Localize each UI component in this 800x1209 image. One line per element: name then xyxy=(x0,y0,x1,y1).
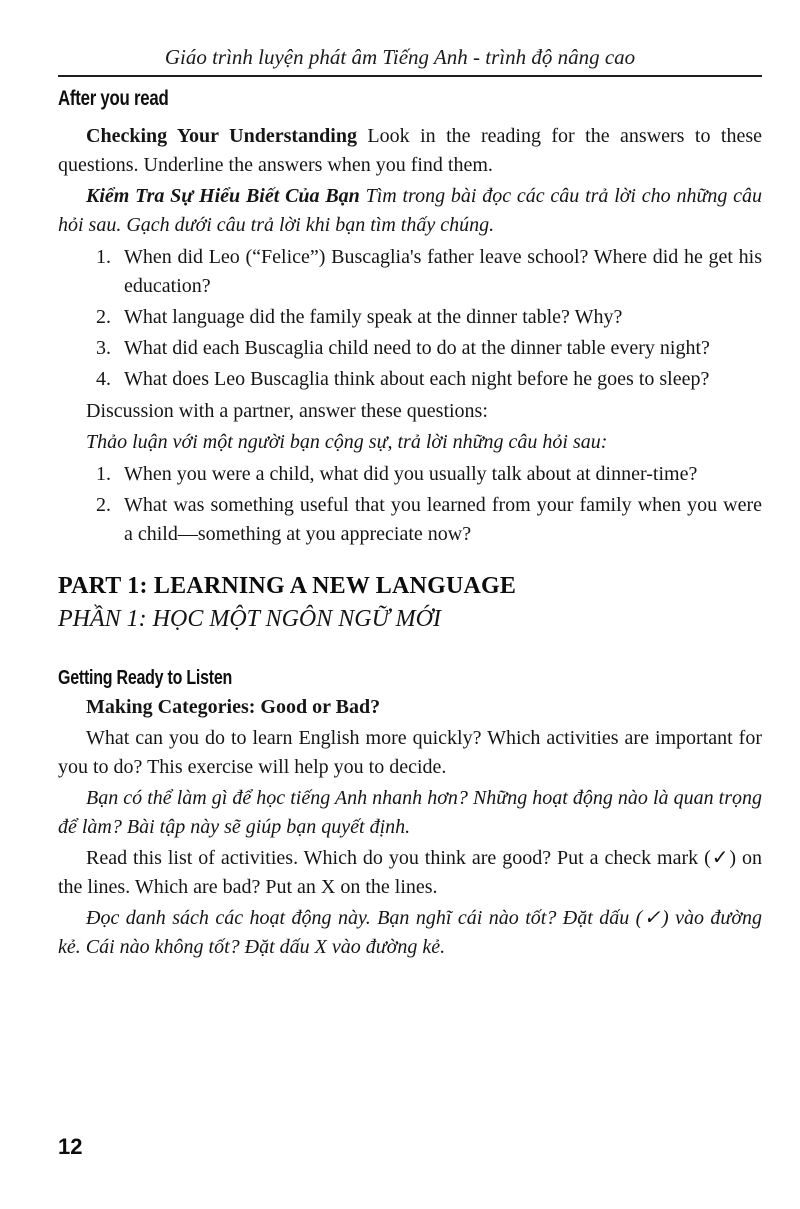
paragraph-checking-understanding xyxy=(58,122,762,180)
paragraph-activities-en: What can you do to learn English more quickly? Which activities are important for you to do? This exercise will help you to decide. xyxy=(58,727,762,778)
paragraph-checkmark-vi: Đọc danh sách các hoạt động này. Bạn nghĩ cái nào tốt? Đặt dấu (✓) vào đường kẻ. Cái nào không tốt? Đặt dấu X vào đường kẻ. xyxy=(58,907,762,958)
heading-getting-ready xyxy=(58,665,762,691)
running-header-title: Giáo trình luyện phát âm Tiếng Anh - trình độ nâng cao xyxy=(164,45,636,69)
heading-getting-ready-label: Getting Ready to Listen xyxy=(58,667,233,689)
question-text: What does Leo Buscaglia think about each night before he goes to sleep? xyxy=(124,368,710,390)
header-rule xyxy=(58,75,762,77)
question-text: What was something useful that you learned from your family when you were a child—something at you appreciate now? xyxy=(124,494,762,545)
reading-question-1 xyxy=(58,243,762,301)
discussion-questions-list xyxy=(58,460,762,549)
page-content xyxy=(58,86,762,962)
question-text: What language did the family speak at the dinner table? Why? xyxy=(124,306,623,328)
paragraph-discussion-vi: Thảo luận với một người bạn cộng sự, trả lời những câu hỏi sau: xyxy=(86,431,608,453)
question-number: 3. xyxy=(96,337,111,359)
reading-question-3 xyxy=(58,334,762,363)
reading-question-4 xyxy=(58,365,762,394)
page-number: 12 xyxy=(58,1134,83,1159)
paragraph-activities-vi: Bạn có thể làm gì để học tiếng Anh nhanh hơn? Những hoạt động nào là quan trọng để làm? Bài tập này sẽ giúp bạn quyết định. xyxy=(58,787,762,838)
paragraph-checking-understanding-vi xyxy=(58,182,762,240)
checking-understanding-text: Look in the reading for the answers to these questions. Underline the answers when you find them. xyxy=(58,125,763,176)
checking-understanding-vi-lead: Kiểm Tra Sự Hiểu Biết Của Bạn xyxy=(86,185,360,207)
paragraph-checkmark-en: Read this list of activities. Which do you think are good? Put a check mark (✓) on the lines. Which are bad? Put an X on the lines. xyxy=(58,847,762,898)
heading-after-you-read-label: After you read xyxy=(58,87,169,110)
discussion-question-1 xyxy=(58,460,762,489)
reading-questions-list xyxy=(58,243,762,394)
question-number: 1. xyxy=(96,463,111,485)
subheading-making-categories: Making Categories: Good or Bad? xyxy=(86,696,381,718)
discussion-question-2 xyxy=(58,491,762,549)
question-text: When you were a child, what did you usually talk about at dinner-time? xyxy=(124,463,698,485)
running-header xyxy=(0,0,800,70)
checking-understanding-vi-text: Tìm trong bài đọc các câu trả lời cho những câu hỏi sau. Gạch dưới câu trả lời khi bạn tìm thấy chúng. xyxy=(58,185,763,236)
checking-understanding-lead: Checking Your Understanding xyxy=(86,125,357,147)
paragraph-discussion: Discussion with a partner, answer these questions: xyxy=(86,400,488,422)
heading-after-you-read xyxy=(58,86,762,112)
part1-title-vi: PHẦN 1: HỌC MỘT NGÔN NGỮ MỚI xyxy=(58,606,441,632)
question-text: What did each Buscaglia child need to do at the dinner table every night? xyxy=(124,337,710,359)
question-number: 4. xyxy=(96,368,111,390)
part1-title: PART 1: LEARNING A NEW LANGUAGE xyxy=(58,573,517,599)
question-text: When did Leo (“Felice”) Buscaglia's father leave school? Where did he get his education? xyxy=(124,246,762,297)
reading-question-2 xyxy=(58,303,762,332)
question-number: 2. xyxy=(96,494,111,516)
question-number: 2. xyxy=(96,306,111,328)
question-number: 1. xyxy=(96,246,111,268)
